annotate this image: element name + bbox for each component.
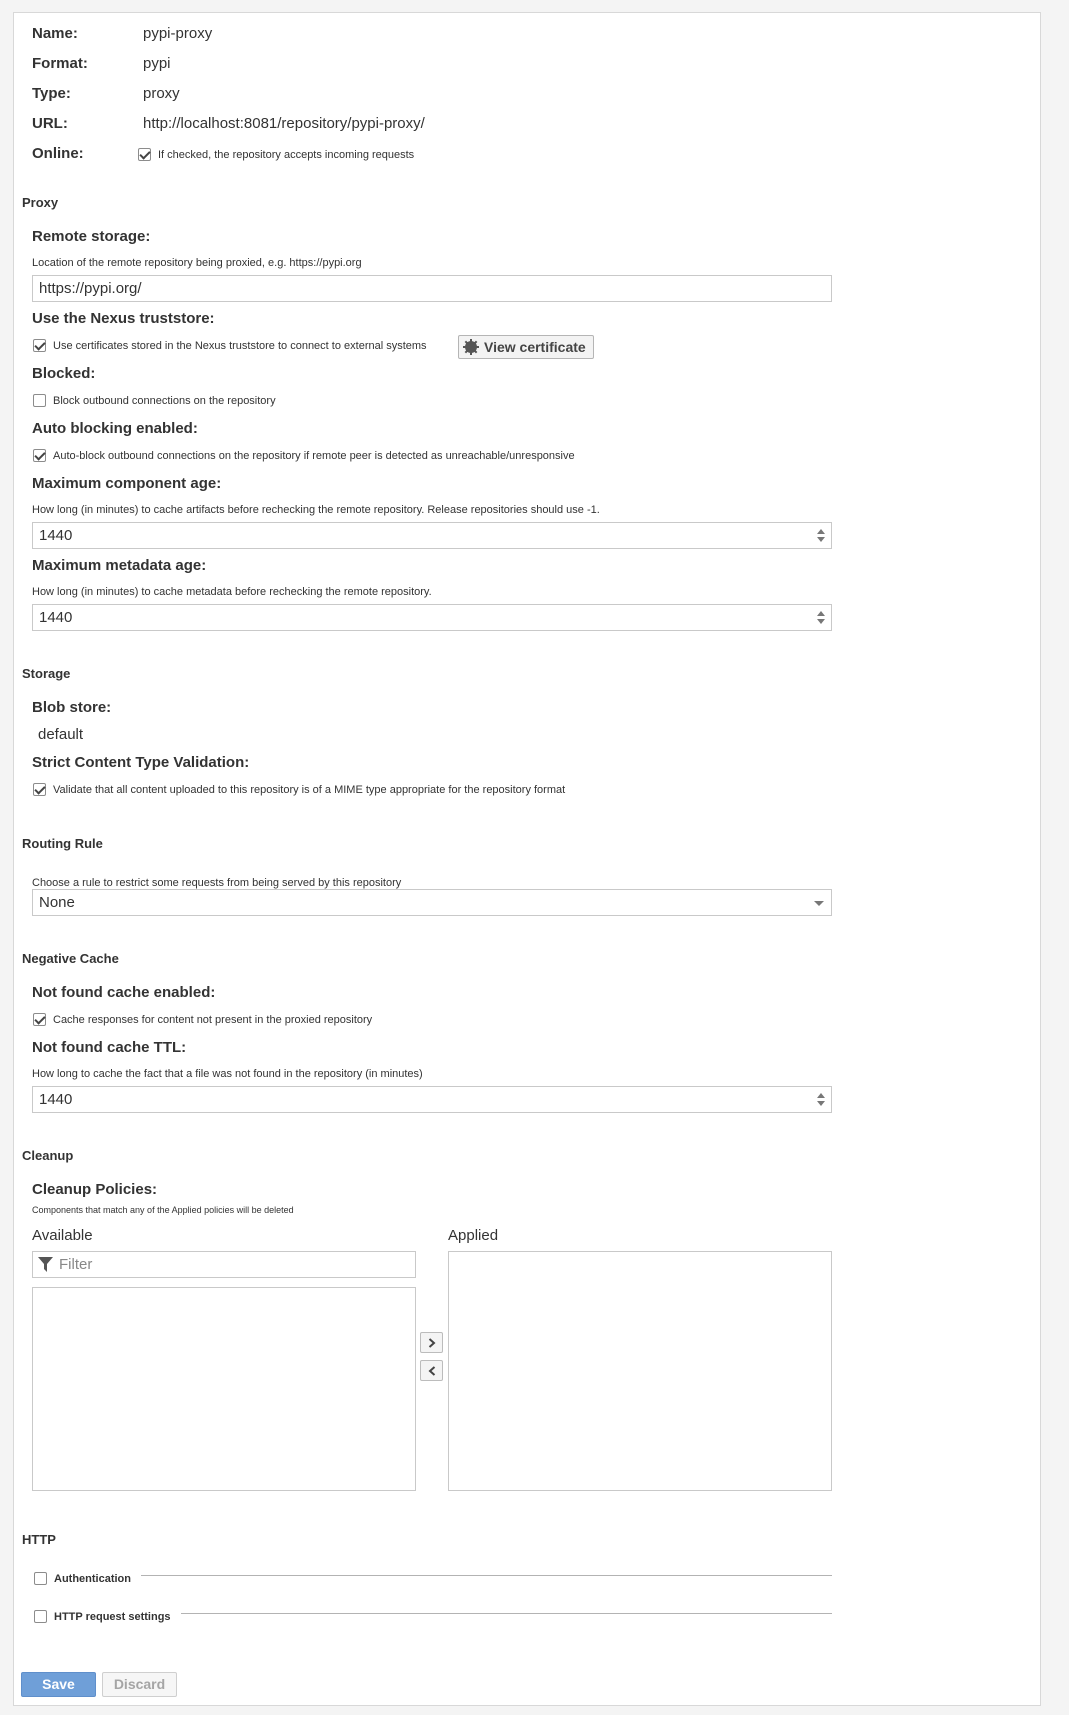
strict-validation-label: Strict Content Type Validation: — [32, 754, 250, 771]
strict-validation-text: Validate that all content uploaded to this repository is of a MIME type appropriate for the repository format — [53, 783, 566, 796]
max-metadata-age-input[interactable] — [32, 604, 832, 631]
available-label: Available — [32, 1227, 93, 1244]
http-request-settings-label: HTTP request settings — [54, 1610, 171, 1623]
authentication-fieldset — [34, 1572, 131, 1585]
routing-rule-value: None — [39, 894, 75, 911]
format-value: pypi — [143, 55, 171, 72]
http-request-settings-divider — [181, 1613, 832, 1614]
online-text: If checked, the repository accepts incoming requests — [158, 148, 415, 161]
move-left-button[interactable] — [420, 1360, 443, 1381]
available-policies-list[interactable] — [32, 1287, 416, 1491]
max-component-age-label: Maximum component age: — [32, 475, 222, 492]
truststore-checkbox[interactable] — [33, 339, 46, 352]
format-label: Format: — [32, 55, 88, 72]
storage-section-title: Storage — [22, 666, 71, 681]
chevron-down-icon[interactable] — [814, 901, 824, 906]
view-certificate-label: View certificate — [484, 339, 586, 355]
max-component-age-input[interactable] — [32, 522, 832, 549]
applied-policies-list[interactable] — [448, 1251, 832, 1491]
type-value: proxy — [143, 85, 180, 102]
blob-store-value: default — [38, 726, 84, 743]
http-section-title: HTTP — [22, 1532, 56, 1547]
remote-storage-help: Location of the remote repository being proxied, e.g. https://pypi.org — [32, 257, 362, 269]
name-value: pypi-proxy — [143, 25, 213, 42]
blob-store-label: Blob store: — [32, 699, 112, 716]
authentication-divider — [141, 1575, 832, 1576]
auto-blocking-option — [33, 449, 575, 462]
max-component-age-value: 1440 — [39, 527, 73, 544]
repository-settings-panel — [13, 12, 1041, 1706]
negative-cache-section-title: Negative Cache — [22, 951, 119, 966]
spinner-icon[interactable] — [816, 529, 825, 542]
discard-button[interactable]: Discard — [102, 1672, 177, 1697]
spinner-icon[interactable] — [816, 1093, 825, 1106]
remote-storage-label: Remote storage: — [32, 228, 151, 245]
truststore-label: Use the Nexus truststore: — [32, 310, 215, 327]
truststore-text: Use certificates stored in the Nexus truststore to connect to external systems — [53, 339, 427, 352]
cleanup-policies-label: Cleanup Policies: — [32, 1181, 158, 1198]
view-certificate-button[interactable] — [458, 335, 594, 359]
auto-blocking-text: Auto-block outbound connections on the repository if remote peer is detected as unreachable/unresponsive — [53, 449, 575, 462]
type-label: Type: — [32, 85, 71, 102]
not-found-ttl-label: Not found cache TTL: — [32, 1039, 187, 1056]
routing-help: Choose a rule to restrict some requests from being served by this repository — [32, 877, 402, 889]
http-request-settings-checkbox[interactable] — [34, 1610, 47, 1623]
remote-storage-input[interactable]: https://pypi.org/ — [32, 275, 832, 302]
not-found-cache-label: Not found cache enabled: — [32, 984, 216, 1001]
certificate-icon — [463, 339, 479, 355]
not-found-ttl-help: How long to cache the fact that a file was not found in the repository (in minutes) — [32, 1068, 423, 1080]
online-checkbox[interactable] — [138, 148, 151, 161]
not-found-cache-checkbox[interactable] — [33, 1013, 46, 1026]
online-label: Online: — [32, 145, 84, 162]
name-label: Name: — [32, 25, 78, 42]
routing-section-title: Routing Rule — [22, 836, 103, 851]
chevron-left-icon — [428, 1366, 436, 1376]
authentication-checkbox[interactable] — [34, 1572, 47, 1585]
http-request-settings-fieldset — [34, 1610, 171, 1623]
max-metadata-age-help: How long (in minutes) to cache metadata before rechecking the remote repository. — [32, 586, 432, 598]
proxy-section-title: Proxy — [22, 195, 59, 210]
blocked-label: Blocked: — [32, 365, 96, 382]
auto-blocking-checkbox[interactable] — [33, 449, 46, 462]
not-found-ttl-value: 1440 — [39, 1091, 73, 1108]
spinner-icon[interactable] — [816, 611, 825, 624]
max-metadata-age-label: Maximum metadata age: — [32, 557, 207, 574]
not-found-cache-option — [33, 1013, 372, 1026]
strict-validation-option — [33, 783, 565, 796]
max-metadata-age-value: 1440 — [39, 609, 73, 626]
strict-validation-checkbox[interactable] — [33, 783, 46, 796]
blocked-checkbox[interactable] — [33, 394, 46, 407]
max-component-age-help: How long (in minutes) to cache artifacts before rechecking the remote repository. Release repositories should use -1. — [32, 504, 600, 516]
chevron-right-icon — [428, 1338, 436, 1348]
authentication-label: Authentication — [54, 1572, 131, 1585]
applied-label: Applied — [448, 1227, 499, 1244]
url-value: http://localhost:8081/repository/pypi-proxy/ — [143, 115, 425, 132]
not-found-cache-text: Cache responses for content not present in the proxied repository — [53, 1013, 373, 1026]
cleanup-policies-help: Components that match any of the Applied policies will be deleted — [32, 1205, 294, 1215]
url-label: URL: — [32, 115, 68, 132]
routing-rule-select[interactable] — [32, 889, 832, 916]
filter-placeholder: Filter — [59, 1256, 93, 1273]
filter-icon — [38, 1257, 53, 1272]
blocked-text: Block outbound connections on the repository — [53, 394, 276, 407]
blocked-option — [33, 394, 276, 407]
move-right-button[interactable] — [420, 1332, 443, 1353]
cleanup-section-title: Cleanup — [22, 1148, 74, 1163]
auto-blocking-label: Auto blocking enabled: — [32, 420, 198, 437]
online-option — [138, 148, 414, 161]
not-found-ttl-input[interactable] — [32, 1086, 832, 1113]
filter-input[interactable] — [32, 1251, 416, 1278]
save-button[interactable]: Save — [21, 1672, 96, 1697]
truststore-option — [33, 339, 427, 352]
